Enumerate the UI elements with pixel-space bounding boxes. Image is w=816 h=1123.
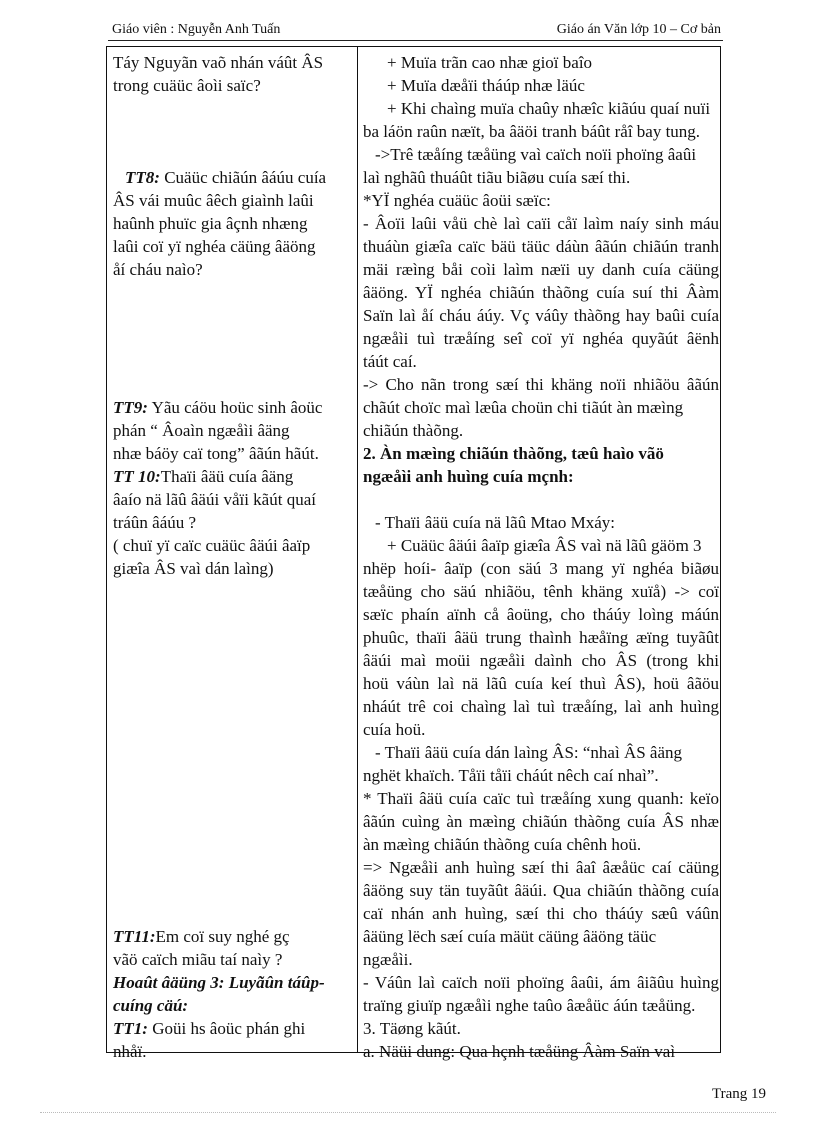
content-line: + Khi chaìng muïa chaûy nhæîc kiãúu quaí nuïi — [387, 99, 711, 118]
content-line: 3. Täøng kãút. — [363, 1019, 461, 1038]
section-heading: ngæåìi anh huìng cuía mçnh: — [363, 467, 574, 486]
content-line: ngæåìi. — [363, 950, 413, 969]
content-line: + Muïa trãn cao nhæ gioï baîo — [387, 53, 593, 72]
left-column — [113, 51, 353, 1063]
content-line: chãút choïc maì læûa choün chi tiãút àn mæìng — [363, 398, 684, 417]
content-line: * Thaïi âäü cuía caïc tuì træåíng xung quanh: keïo — [363, 789, 719, 808]
content-line: a. Näüi dung: Qua hçnh tæåüng Âàm Saïn vaì — [363, 1042, 676, 1061]
tt1-line: nhåï. — [113, 1042, 147, 1061]
content-line: âäöng. YÏ nghéa chiãún thàõng cuía suí thi Âàm — [363, 283, 719, 302]
column-divider — [357, 47, 358, 1052]
content-line: caï nhán anh huìng, sæí thi cho tháúy sæû váûn — [363, 904, 719, 923]
content-line: âãún cuìng àn mæìng chiãún thàõng cuía ÂS nhæ — [363, 812, 719, 831]
content-line: => Ngæåìi anh huìng sæí thi âaî âæåüc caí cäüng — [363, 858, 719, 877]
tt8-line: laûi coï yï nghéa cäüng âäöng — [113, 237, 316, 256]
content-line: àn mæìng chiãún thàõng cuía chênh hoü. — [363, 835, 642, 854]
content-line: *YÏ nghéa cuäüc âoüi sæïc: — [363, 191, 551, 210]
content-line: âäúi maì moüi ngæåìi daình cho ÂS (trong khi — [363, 651, 719, 670]
tt8-line: ÂS vái muûc âêch giaình laûi — [113, 191, 314, 210]
tt10-line: giæîa ÂS vaì dán laìng) — [113, 559, 274, 578]
tt10-line: âaío nä lãû âäúi våïi kãút quaí — [113, 490, 316, 509]
tt8-line: haûnh phuïc gia âçnh nhæng — [113, 214, 308, 233]
content-line: + Muïa dæåïi tháúp nhæ läúc — [387, 76, 585, 95]
content-line: nghët khaïch. Tåïi tåïi cháút nêch caí nhaì”. — [363, 766, 659, 785]
content-line: - Thaïi âäü cuía nä lãû Mtao Mxáy: — [375, 513, 615, 532]
page-header — [108, 20, 723, 41]
section-heading: 2. Àn mæìng chiãún thàõng, tæû haìo vãö — [363, 444, 664, 463]
content-line: cuía hoü. — [363, 720, 426, 739]
tt9-line: nhæ báöy caï tong” âãún hãút. — [113, 444, 319, 463]
tt9-line: phán “ Âoaìn ngæåìi âäng — [113, 421, 290, 440]
content-line: sæïc phaín aïnh cå âoüng, cho tháúy loìng máún — [363, 605, 719, 624]
tt10-line: ( chuï yï caïc cuäüc âäúi âaïp — [113, 536, 311, 555]
activity-heading: cuíng cäú: — [113, 996, 189, 1015]
tt1-line: TT1: Goüi hs âoüc phán ghi — [113, 1019, 306, 1038]
teacher-name: Giáo viên : Nguyễn Anh Tuấn — [112, 22, 281, 37]
content-line: - Âoïi laûi våü chè laì caïi cåï laìm naíy sinh máu — [363, 214, 719, 233]
subject-title: Giáo án Văn lớp 10 – Cơ bản — [556, 22, 721, 37]
tt8-line: TT8: Cuäüc chiãún âáúu cuía — [125, 168, 327, 187]
tt9-label: TT9: — [113, 398, 148, 417]
content-line: tæåüng cho säú nhiãöu, tênh khäng xuïå) -> coï — [363, 582, 719, 601]
tt10-line: TT 10:Thaïi âäü cuía âäng — [113, 467, 294, 486]
content-line: ba láön raûn næït, ba âäöi tranh báût råî bay tung. — [363, 122, 701, 141]
content-line: hoü váùn laì nä lãû cuía keí thuì ÂS), hoü âãöu — [363, 674, 719, 693]
tt8-line: åí cháu naìo? — [113, 260, 203, 279]
content-line: chiãún thàõng. — [363, 421, 464, 440]
content-line: ->Trê tæåíng tæåüng vaì caïch noïi phoïng âaûi — [375, 145, 697, 164]
content-line: nhëp hoíi- âaïp (con säú 3 mang yï nghéa biãøu — [363, 559, 719, 578]
content-line: phuûc, thaïi âäü trung thaình hæåïng æïng tuyãût — [363, 628, 719, 647]
content-line: Saïn laì åí cháu áúy. Vç váûy thàõng hay baûi cuía — [363, 306, 719, 325]
tt10-label: TT 10: — [113, 467, 161, 486]
content-line: mäi ræìng båi coìi laìm næïi uy danh cuía cäüng — [363, 260, 719, 279]
activity-heading: Hoaût âäüng 3: Luyãûn táûp- — [113, 973, 325, 992]
right-column — [363, 51, 719, 1063]
content-line: âäüng lëch sæí cuía mäüt cäüng âäöng täüc — [363, 927, 657, 946]
question-line: trong cuäüc âoìi saïc? — [113, 76, 261, 95]
content-line: ngæåìi tuì træåíng seî coï yï nghéa quyãút âënh — [363, 329, 719, 348]
tt9-line: TT9: Yãu cáöu hoüc sinh âoüc — [113, 398, 323, 417]
tt10-line: tráûn âáúu ? — [113, 513, 197, 532]
tt11-line: TT11:Em coï suy nghé gç — [113, 927, 290, 946]
content-line: âäöng suy tän tuyãût âäúi. Qua chiãún thàõng cuía — [363, 881, 719, 900]
content-line: -> Cho nãn trong sæí thi khäng noïi nhiãöu âãún — [363, 375, 719, 394]
content-line: laì nghãû thuáût tiãu biãøu cuía sæí thi. — [363, 168, 631, 187]
content-line: thuáùn giæîa caïc bäü täüc dáùn âãún chiãún tranh — [363, 237, 719, 256]
tt11-line: vãö caïch miãu taí naìy ? — [113, 950, 283, 969]
question-line: Táy Nguyãn vaõ nhán váût ÂS — [113, 53, 324, 72]
content-line: - Váûn laì caïch noïi phoïng âaûi, ám âiãûu huìng — [363, 973, 719, 992]
tt11-label: TT11: — [113, 927, 156, 946]
page-number: Trang 19 — [712, 1086, 767, 1102]
content-line: traïng giuïp ngæåìi nghe taûo âæåüc áún tæåüng. — [363, 996, 696, 1015]
content-line: - Thaïi âäü cuía dán laìng ÂS: “nhaì ÂS âäng — [375, 743, 683, 762]
lesson-table — [106, 46, 721, 1061]
content-line: nháút trê coi chaìng laì tuì træåíng, laì anh huìng — [363, 697, 719, 716]
tt1-label: TT1: — [113, 1019, 148, 1038]
page-bottom-rule — [40, 1112, 776, 1113]
content-line: táút caí. — [363, 352, 417, 371]
content-line: + Cuäüc âäúi âaïp giæîa ÂS vaì nä lãû gäöm 3 — [387, 536, 702, 555]
tt8-label: TT8: — [125, 168, 160, 187]
